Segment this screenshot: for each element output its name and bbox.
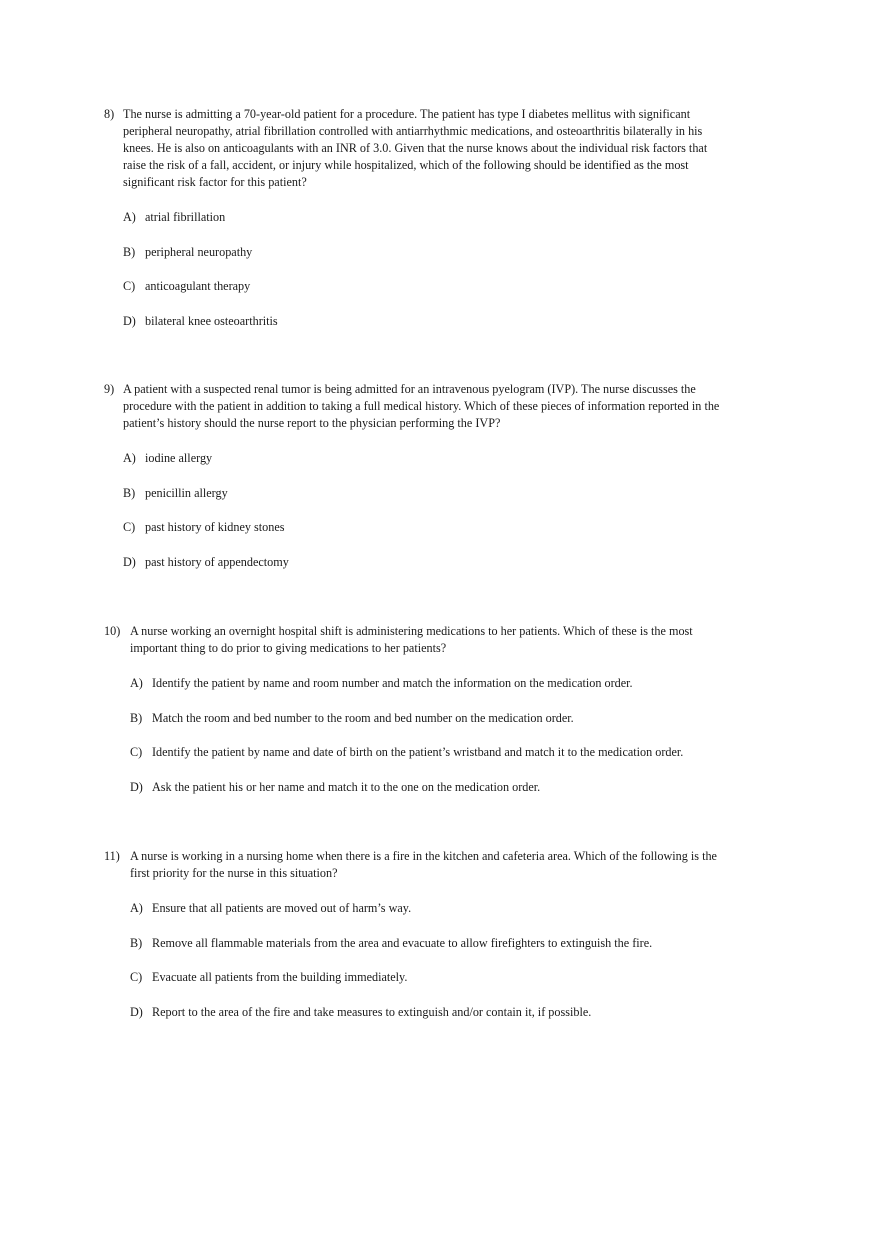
option-text: Identify the patient by name and date of birth on the patient’s wristband and match it to the medication order.	[152, 745, 684, 760]
option-text: past history of kidney stones	[145, 520, 285, 535]
answer-options	[104, 209, 744, 330]
answer-option-d[interactable]	[123, 554, 744, 571]
option-text: Ensure that all patients are moved out of harm’s way.	[152, 901, 412, 915]
option-letter: B)	[130, 710, 143, 725]
option-letter: A)	[123, 210, 136, 224]
option-text: Identify the patient by name and room number and match the information on the medication order.	[152, 676, 633, 690]
option-text: iodine allergy	[145, 451, 213, 465]
question-text: A patient with a suspected renal tumor is being admitted for an intravenous pyelogram (IVP). The nurse discusses the procedure with the patient in addition to taking a full medical history. Which of these pieces of information reported in the patient’s history should the nurse report to the physician performing the IVP?	[123, 382, 720, 430]
answer-option-b[interactable]	[123, 485, 744, 502]
option-letter: A)	[130, 901, 143, 915]
question-text: The nurse is admitting a 70-year-old patient for a procedure. The patient has type I diabetes mellitus with significant peripheral neuropathy, atrial fibrillation controlled with antiarrhythmic medications, and osteoarthritis bilaterally in his knees. He is also on anticoagulants with an INR of 3.0. Given that the nurse knows about the individual risk factors that raise the risk of a fall, accident, or injury while hospitalized, which of the following should be identified as the most significant risk factor for this patient?	[123, 107, 708, 189]
question-number: 10)	[104, 624, 121, 638]
option-text: past history of appendectomy	[145, 554, 289, 569]
question-stem	[104, 848, 744, 882]
answer-options	[104, 900, 744, 1021]
answer-option-b[interactable]	[130, 935, 744, 952]
question-9	[104, 381, 744, 588]
answer-option-b[interactable]	[130, 710, 744, 727]
option-letter: D)	[123, 313, 136, 328]
answer-option-a[interactable]	[123, 450, 744, 467]
question-11	[104, 848, 744, 1038]
answer-option-a[interactable]	[130, 900, 744, 917]
question-number: 11)	[104, 849, 120, 863]
option-letter: C)	[130, 745, 143, 760]
option-letter: C)	[130, 970, 143, 985]
option-letter: D)	[130, 1004, 143, 1019]
question-8	[104, 106, 744, 347]
question-stem	[104, 623, 744, 657]
answer-options	[104, 450, 744, 571]
option-text: Report to the area of the fire and take measures to extinguish and/or contain it, if possible.	[152, 1004, 592, 1019]
question-10	[104, 623, 744, 813]
answer-option-d[interactable]	[123, 313, 744, 330]
answer-option-c[interactable]	[123, 278, 744, 295]
option-letter: B)	[123, 485, 136, 500]
answer-option-c[interactable]	[130, 744, 744, 761]
question-stem	[104, 106, 744, 191]
option-letter: A)	[123, 451, 136, 465]
answer-options	[104, 675, 744, 796]
option-letter: C)	[123, 279, 136, 294]
option-letter: C)	[123, 520, 136, 535]
answer-option-c[interactable]	[123, 519, 744, 536]
question-number: 8)	[104, 107, 115, 121]
question-text: A nurse working an overnight hospital shift is administering medications to her patients. Which of these is the most important thing to do prior to giving medications to her patients?	[130, 624, 693, 655]
question-number: 9)	[104, 382, 115, 396]
answer-option-d[interactable]	[130, 779, 744, 796]
option-text: Remove all flammable materials from the area and evacuate to allow firefighters to extinguish the fire.	[152, 935, 653, 950]
answer-option-b[interactable]	[123, 244, 744, 261]
option-letter: B)	[130, 935, 143, 950]
option-letter: D)	[123, 554, 136, 569]
option-text: bilateral knee osteoarthritis	[145, 313, 278, 328]
option-text: atrial fibrillation	[145, 210, 226, 224]
answer-option-a[interactable]	[130, 675, 744, 692]
option-text: Evacuate all patients from the building immediately.	[152, 970, 408, 985]
option-text: Ask the patient his or her name and match it to the one on the medication order.	[152, 779, 541, 794]
option-text: Match the room and bed number to the room and bed number on the medication order.	[152, 710, 574, 725]
option-letter: B)	[123, 244, 136, 259]
option-text: peripheral neuropathy	[145, 244, 253, 259]
question-stem	[104, 381, 744, 432]
option-text: anticoagulant therapy	[145, 279, 251, 294]
option-letter: A)	[130, 676, 143, 690]
option-letter: D)	[130, 779, 143, 794]
question-text: A nurse is working in a nursing home when there is a fire in the kitchen and cafeteria area. Which of the following is the first priority for the nurse in this situation?	[130, 849, 717, 880]
answer-option-d[interactable]	[130, 1004, 744, 1021]
option-text: penicillin allergy	[145, 485, 228, 500]
answer-option-c[interactable]	[130, 969, 744, 986]
answer-option-a[interactable]	[123, 209, 744, 226]
